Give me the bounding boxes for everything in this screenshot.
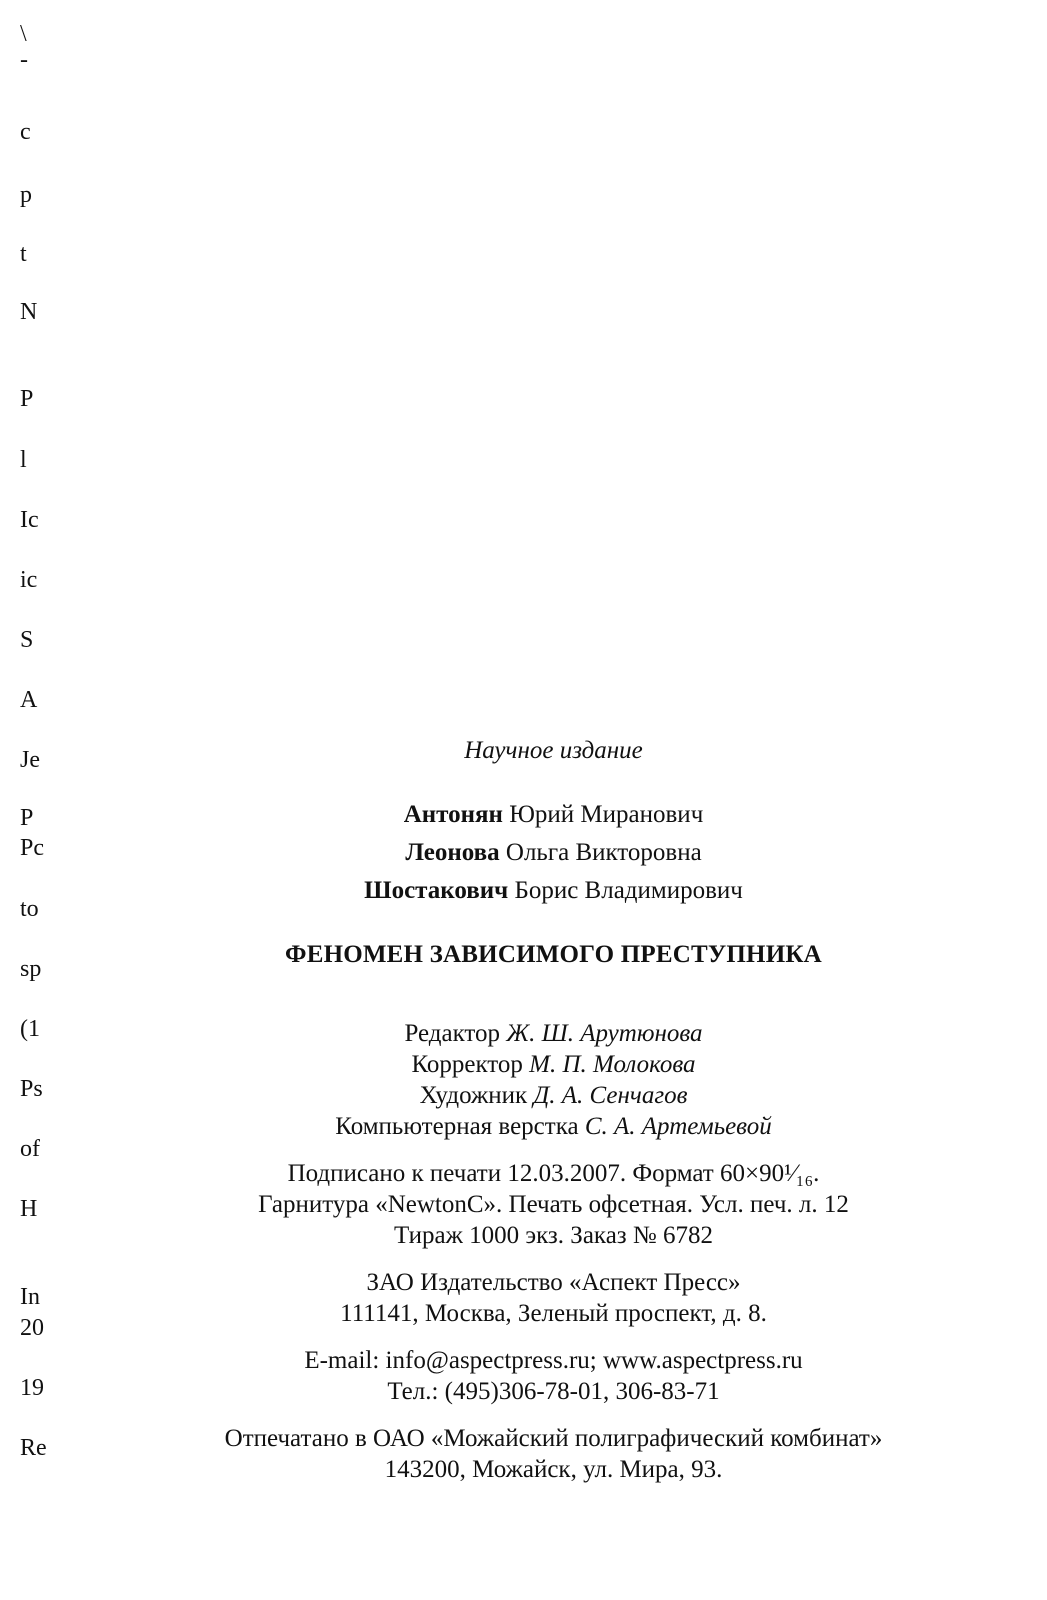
edge-fragment: Pc [20,835,44,861]
edge-fragment: to [20,896,39,922]
edge-fragment: t [20,241,27,267]
author-line [60,838,1047,868]
credit-role: Корректор [411,1051,523,1078]
edge-fragment: sp [20,956,42,982]
credit-role: Художник [419,1082,528,1109]
edge-fragment: l [20,447,27,473]
credit-role: Редактор [404,1020,501,1047]
credit-person: Д. А. Сенчагов [533,1082,688,1109]
edge-fragment: p [20,182,32,208]
book-title: ФЕНОМЕН ЗАВИСИМОГО ПРЕСТУПНИКА [285,941,822,968]
edge-fragment: (1 [20,1016,40,1042]
edge-fragment: P [20,386,34,412]
edge-fragment: H [20,1196,38,1222]
printer-line: 143200, Можайск, ул. Мира, 93. [384,1456,723,1483]
credit-line [60,1112,1047,1142]
edge-fragment: of [20,1136,40,1162]
edge-fragment: \ [20,21,27,47]
credit-line [60,1019,1047,1049]
author-name: Борис Владимирович [514,877,743,904]
edge-fragment: - [20,47,28,73]
edge-fragment: Ps [20,1076,43,1102]
edge-fragment: N [20,299,38,325]
edge-fragment: A [20,687,38,713]
print-info-line: Гарнитура «NewtonC». Печать офсетная. Усл. печ. л. 12 [258,1191,849,1218]
credit-person: Ж. Ш. Арутюнова [506,1020,703,1047]
printer-line: Отпечатано в ОАО «Можайский полиграфический комбинат» [224,1425,883,1452]
edge-fragment: Ic [20,507,39,533]
credit-line [60,1081,1047,1111]
credit-role: Компьютерная верстка [335,1113,579,1140]
edge-fragment: 19 [20,1375,44,1401]
credit-person: С. А. Артемьевой [584,1113,772,1140]
edge-fragment: Re [20,1435,47,1461]
print-info-line: Подписано к печати 12.03.2007. Формат 60×90¹⁄₁₆. [287,1160,820,1187]
author-line [60,876,1047,906]
contact-line: E-mail: info@aspectpress.ru; www.aspectpress.ru [304,1347,803,1374]
edge-fragment: ic [20,567,38,593]
author-surname: Шостакович [364,877,509,904]
author-surname: Антонян [403,801,503,828]
adjacent-page-edge [0,0,60,1600]
edge-fragment: P [20,805,34,831]
print-info-line: Тираж 1000 экз. Заказ № 6782 [393,1222,714,1249]
edition-type: Научное издание [464,737,643,764]
edge-fragment: c [20,119,31,145]
contact-line: Тел.: (495)306-78-01, 306-83-71 [387,1378,720,1405]
credit-person: М. П. Молокова [529,1051,696,1078]
edge-fragment: S [20,627,34,653]
author-line [60,800,1047,830]
author-name: Юрий Миранович [509,801,704,828]
edge-fragment: Je [20,747,40,773]
author-name: Ольга Викторовна [505,839,702,866]
publisher-line: 111141, Москва, Зеленый проспект, д. 8. [340,1300,767,1327]
credit-line [60,1050,1047,1080]
edge-fragment: 20 [20,1315,44,1341]
publisher-line: ЗАО Издательство «Аспект Пресс» [366,1269,741,1296]
edge-fragment: In [20,1284,40,1310]
author-surname: Леонова [405,839,500,866]
